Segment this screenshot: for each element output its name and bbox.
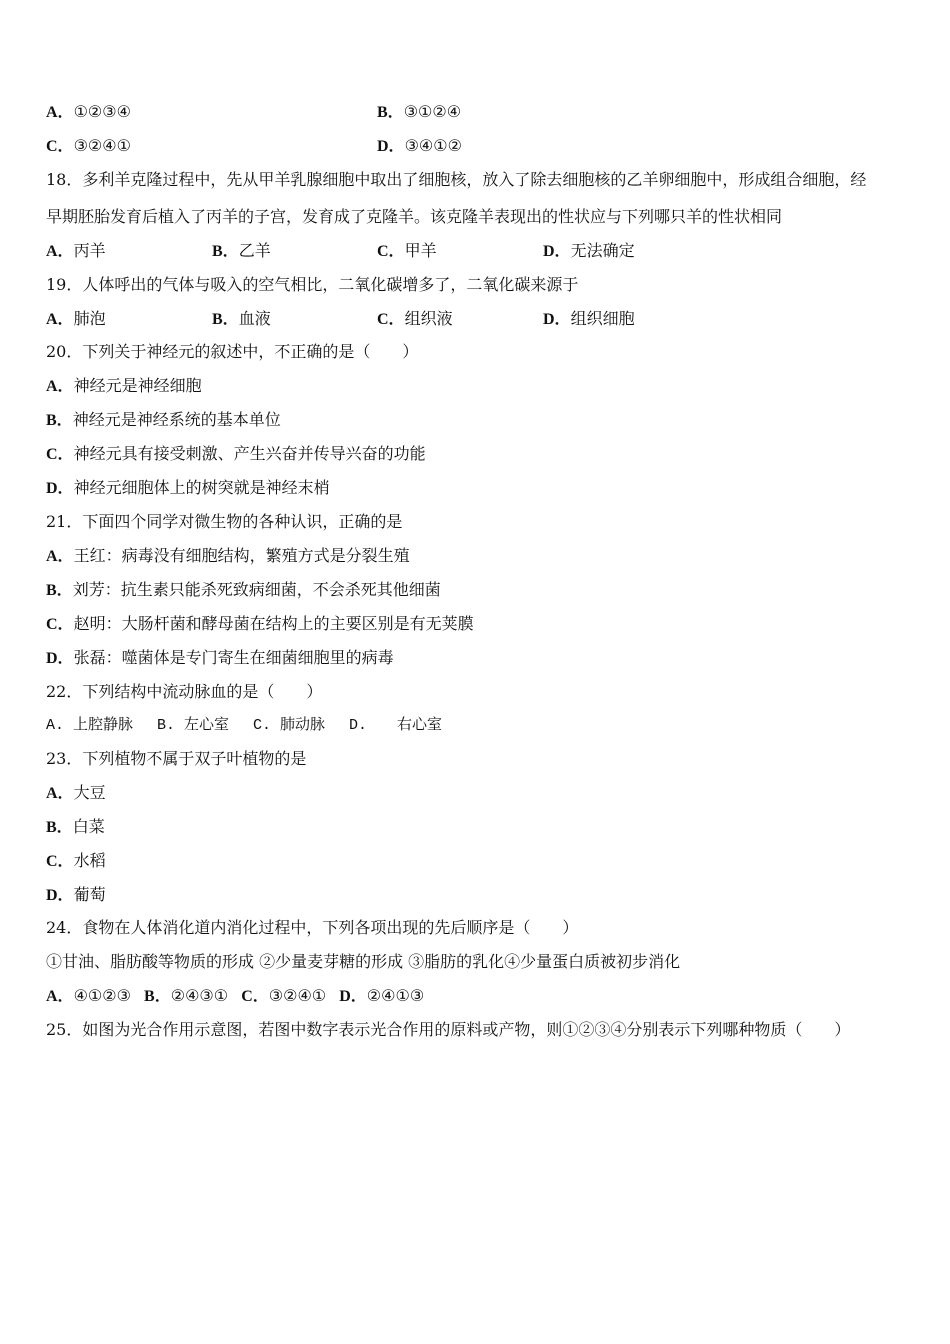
q19-stem: 19．人体呼出的气体与吸入的空气相比，二氧化碳增多了，二氧化碳来源于 [46, 275, 579, 294]
q20-option-d: D．神经元细胞体上的树突就是神经末梢 [46, 478, 330, 497]
q21-stem: 21．下面四个同学对微生物的各种认识，正确的是 [46, 512, 403, 531]
q19-option-c: C．组织液 [377, 309, 453, 328]
q23-stem: 23．下列植物不属于双子叶植物的是 [46, 749, 307, 768]
q23-option-a: A．大豆 [46, 783, 106, 802]
q24-stem: 24．食物在人体消化道内消化过程中，下列各项出现的先后顺序是（ ） [46, 918, 579, 937]
q24-items: ①甘油、脂肪酸等物质的形成 ②少量麦芽糖的形成 ③脂肪的乳化④少量蛋白质被初步消化 [46, 952, 681, 971]
q19-option-d: D．组织细胞 [543, 309, 635, 328]
q21-option-d: D．张磊：噬菌体是专门寄生在细菌细胞里的病毒 [46, 648, 394, 667]
q19-option-b: B．血液 [212, 309, 271, 328]
q20-option-b: B．神经元是神经系统的基本单位 [46, 410, 281, 429]
q18-stem-line2: 早期胚胎发育后植入了丙羊的子宫，发育成了克隆羊。该克隆羊表现出的性状应与下列哪只羊的性状相同 [46, 207, 783, 226]
q22-stem: 22．下列结构中流动脉血的是（ ） [46, 682, 323, 701]
q25-stem: 25．如图为光合作用示意图，若图中数字表示光合作用的原料或产物，则①②③④分别表示下列哪种物质（ ） [46, 1020, 851, 1039]
q20-stem: 20．下列关于神经元的叙述中，不正确的是（ ） [46, 342, 419, 361]
q17-option-b: B．③①②④ [377, 102, 462, 121]
q18-stem-line1: 18．多利羊克隆过程中，先从甲羊乳腺细胞中取出了细胞核，放入了除去细胞核的乙羊卵细胞中，形成组合细胞，经 [46, 170, 867, 189]
q21-option-b: B．刘芳：抗生素只能杀死致病细菌，不会杀死其他细菌 [46, 580, 441, 599]
q23-option-d: D．葡萄 [46, 885, 106, 904]
q18-option-c: C．甲羊 [377, 241, 437, 260]
q24-options: A．④①②③ B．②④③① C．③②④① D．②④①③ [46, 986, 425, 1005]
q18-option-b: B．乙羊 [212, 241, 271, 260]
q17-option-d: D．③④①② [377, 136, 462, 155]
q22-options: A. 上腔静脉 B. 左心室 C. 肺动脉 D. 右心室 [46, 717, 443, 734]
q17-option-a: A．①②③④ [46, 102, 131, 121]
q18-option-d: D．无法确定 [543, 241, 635, 260]
q20-option-a: A．神经元是神经细胞 [46, 376, 202, 395]
q21-option-c: C．赵明：大肠杆菌和酵母菌在结构上的主要区别是有无荚膜 [46, 614, 474, 633]
q23-option-c: C．水稻 [46, 851, 106, 870]
q19-option-a: A．肺泡 [46, 309, 106, 328]
q23-option-b: B．白菜 [46, 817, 105, 836]
q21-option-a: A．王红：病毒没有细胞结构，繁殖方式是分裂生殖 [46, 546, 410, 565]
q18-option-a: A．丙羊 [46, 241, 106, 260]
q17-option-c: C．③②④① [46, 136, 131, 155]
q20-option-c: C．神经元具有接受刺激、产生兴奋并传导兴奋的功能 [46, 444, 426, 463]
